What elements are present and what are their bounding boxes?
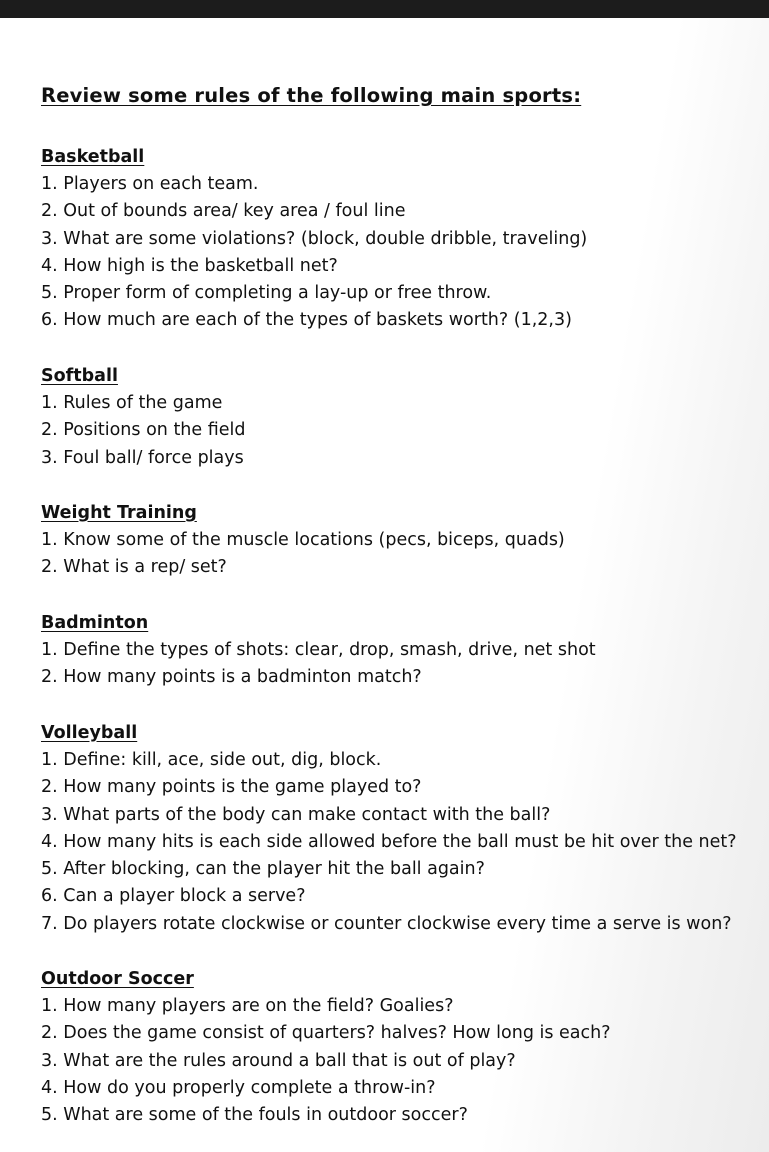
list-item: 1. Define the types of shots: clear, drop, smash, drive, net shot — [41, 640, 596, 660]
list-item: 6. How much are each of the types of baskets worth? (1,2,3) — [41, 310, 572, 331]
list-item: 3. What are the rules around a ball that is out of play? — [41, 1050, 516, 1071]
section-heading: Basketball — [41, 147, 145, 167]
section-outdoor-soccer — [41, 966, 769, 1129]
section-heading: Weight Training — [41, 503, 197, 523]
list-item: 5. What are some of the fouls in outdoor soccer? — [41, 1105, 468, 1126]
list-item: 3. What parts of the body can make contact with the ball? — [41, 804, 551, 825]
list-item: 2. Positions on the field — [41, 420, 246, 441]
list-item: 2. Out of bounds area/ key area / foul line — [41, 201, 406, 222]
list-item: 7. Do players rotate clockwise or counter clockwise every time a serve is won? — [41, 913, 732, 934]
list-item: 3. What are some violations? (block, double dribble, traveling) — [41, 228, 588, 249]
document-title: Review some rules of the following main sports: — [41, 84, 582, 107]
section-badminton — [41, 610, 769, 692]
document-page — [0, 18, 769, 1152]
section-heading: Softball — [41, 366, 118, 386]
section-volleyball — [41, 720, 769, 938]
list-item: 5. After blocking, can the player hit the ball again? — [41, 859, 485, 880]
question-list — [41, 390, 769, 472]
list-item: 1. Rules of the game — [41, 393, 223, 413]
list-item: 1. Players on each team. — [41, 174, 259, 194]
section-basketball — [41, 144, 769, 335]
list-item: 5. Proper form of completing a lay-up or free throw. — [41, 283, 492, 304]
top-bar — [0, 0, 769, 18]
section-heading: Volleyball — [41, 723, 138, 743]
question-list — [41, 527, 769, 582]
list-item: 2. How many points is the game played to? — [41, 777, 422, 798]
list-item: 1. Define: kill, ace, side out, dig, block. — [41, 750, 382, 770]
list-item: 2. Does the game consist of quarters? halves? How long is each? — [41, 1023, 611, 1044]
list-item: 3. Foul ball/ force plays — [41, 447, 244, 468]
question-list — [41, 637, 769, 692]
question-list — [41, 993, 769, 1129]
question-list — [41, 747, 769, 938]
section-softball — [41, 363, 769, 472]
section-heading: Outdoor Soccer — [41, 969, 194, 989]
section-weight-training — [41, 500, 769, 582]
list-item: 6. Can a player block a serve? — [41, 886, 306, 907]
list-item: 2. How many points is a badminton match? — [41, 667, 422, 688]
list-item: 1. How many players are on the field? Goalies? — [41, 996, 454, 1016]
section-heading: Badminton — [41, 613, 149, 633]
question-list — [41, 171, 769, 335]
list-item: 4. How high is the basketball net? — [41, 255, 338, 276]
list-item: 4. How do you properly complete a throw-in? — [41, 1077, 436, 1098]
list-item: 4. How many hits is each side allowed before the ball must be hit over the net? — [41, 831, 737, 852]
list-item: 1. Know some of the muscle locations (pecs, biceps, quads) — [41, 530, 565, 550]
list-item: 2. What is a rep/ set? — [41, 557, 227, 578]
